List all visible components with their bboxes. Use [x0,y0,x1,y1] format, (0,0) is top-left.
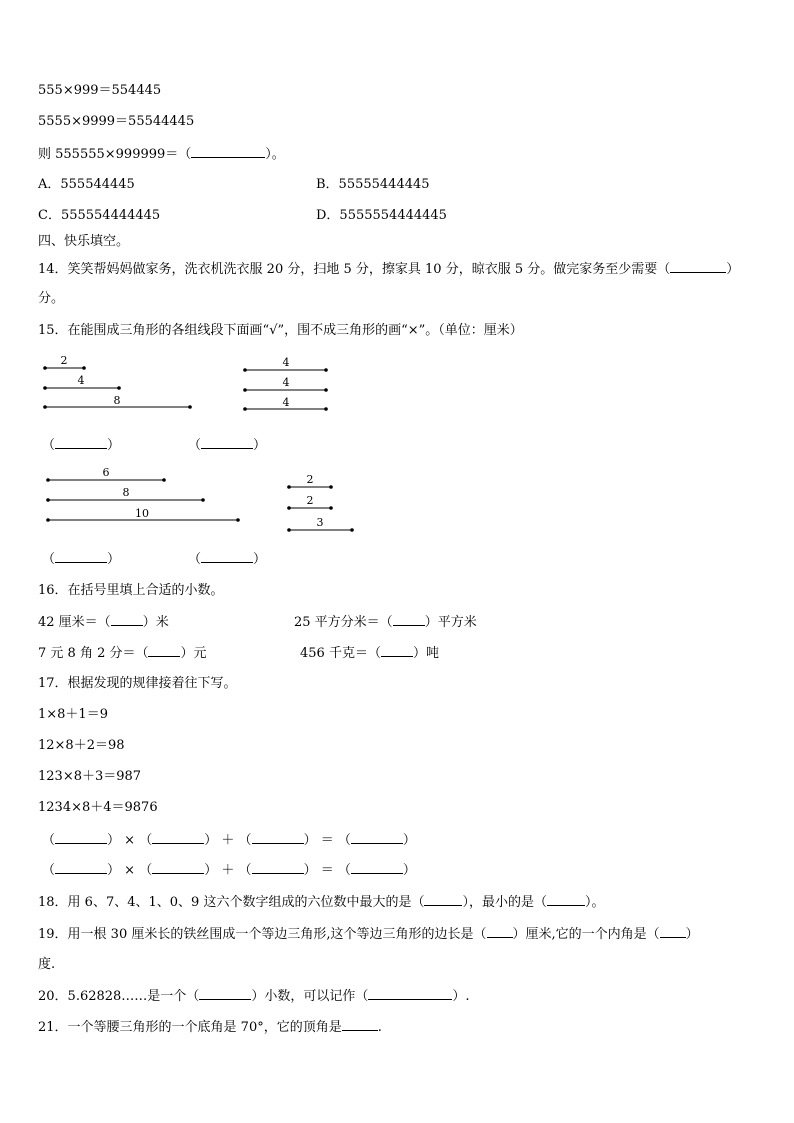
q13-option-d[interactable]: D．5555554444445 [316,208,447,223]
paren-close: ） [402,863,416,878]
segment-label: 2 [306,473,314,486]
paren-close: ） [303,863,317,878]
answer-blank[interactable] [152,832,204,844]
q17-pattern-4: 1234×8＋4＝9876 [38,800,158,815]
answer-blank[interactable] [660,926,686,938]
q17-number: 17． [38,676,68,691]
q16-item-3 [38,645,207,662]
q18-part-3: ）。 [584,895,605,910]
q16-item-1 [38,614,169,631]
segment-endpoint [82,366,86,370]
segment-endpoint [43,366,47,370]
segment-endpoint [329,506,333,510]
equals-sign: ＝ [320,833,334,848]
q17-pattern-2: 12×8＋2＝98 [38,738,125,753]
answer-blank[interactable] [393,614,425,626]
answer-blank[interactable] [351,832,403,844]
paren-open: （ [42,438,56,453]
segment-endpoint [46,518,50,522]
paren-close: ） [107,863,121,878]
q17-pattern-1: 1×8＋1＝9 [38,707,108,722]
answer-blank[interactable] [424,894,462,906]
q19-part-1: 用一根 30 厘米长的铁丝围成一个等边三角形,这个等边三角形的边长是（ [67,927,487,942]
segment-endpoint [243,368,247,372]
q17-text [38,676,237,692]
segment-endpoint [201,498,205,502]
answer-blank[interactable] [152,862,204,874]
q17-blank-row-1 [42,832,416,849]
q19-part-2: ）厘米,它的一个内角是（ [512,927,660,942]
q19-text [38,926,699,943]
answer-blank[interactable] [368,988,452,1000]
q14-question: 笑笑帮妈妈做家务，洗衣机洗衣服 20 分，扫地 5 分，擦家具 10 分，晾衣服 5 分。做完家务至少需要（ [67,262,671,277]
q20-number: 20． [38,989,68,1004]
segment-endpoint [324,407,328,411]
q15-text [38,323,523,339]
segment-label: 4 [282,356,290,369]
q17-blank-row-2 [42,862,416,879]
segment-endpoint [287,506,291,510]
answer-blank[interactable] [351,862,403,874]
q18-part-1: 用 6、7、4、1、0、9 这六个数字组成的六位数中最大的是（ [67,895,425,910]
segment-label: 4 [77,374,85,387]
segment-endpoint [243,388,247,392]
paren-close: ） [107,833,121,848]
paren-open: （ [42,863,56,878]
answer-blank[interactable] [148,645,180,657]
plus-sign: ＋ [221,833,235,848]
q13-line1: 555×999＝554445 [38,83,162,98]
answer-blank[interactable] [201,437,253,449]
q13-line3 [38,146,285,163]
paren-open: （ [42,833,56,848]
q19-number: 19． [38,927,68,942]
segment-label: 8 [122,486,130,499]
segment-endpoint [243,407,247,411]
equals-sign: ＝ [320,863,334,878]
q13-line3-prefix: 则 555555×999999＝（ [38,147,192,162]
paren-close: ） [107,552,121,567]
q20-part-2: ）小数，可以记作（ [251,989,369,1004]
q15-answer-2[interactable] [188,437,266,454]
segment-endpoint [287,485,291,489]
answer-blank[interactable] [55,551,107,563]
section-title: 四、快乐填空。 [38,234,130,249]
paren-close: ） [204,833,218,848]
segment-endpoint [46,478,50,482]
answer-blank[interactable] [381,645,413,657]
paren-open: （ [238,863,252,878]
q15-question: 在能围成三角形的各组线段下面画“√”，围不成三角形的画“×”。（单位：厘米） [67,323,523,338]
q21-number: 21． [38,1020,68,1035]
q14-text [38,261,739,278]
q15-answer-3[interactable] [42,551,120,568]
q19-part-3: ） [685,927,699,942]
segment-endpoint [46,498,50,502]
q20-part-3: ）. [452,989,470,1004]
answer-blank[interactable] [55,832,107,844]
q16-text [38,583,224,599]
q13-option-b[interactable]: B．55555444445 [316,177,430,192]
paren-open: （ [188,552,202,567]
q20-text [38,988,469,1005]
q13-option-a[interactable]: A．555544445 [38,177,135,192]
q15-answer-4[interactable] [188,551,266,568]
q14-number: 14． [38,262,68,277]
paren-open: （ [42,552,56,567]
segment-label: 4 [282,396,290,409]
q14-continuation: 分。 [38,291,65,306]
segment-endpoint [43,405,47,409]
q16-item-4 [300,645,439,662]
paren-open: （ [337,833,351,848]
q19-continuation: 度. [38,957,56,972]
answer-blank[interactable] [487,926,513,938]
segment-endpoint [43,386,47,390]
answer-blank[interactable] [199,988,251,1000]
paren-close: ） [253,438,267,453]
segment-endpoint [188,405,192,409]
paren-open: （ [139,833,153,848]
segment-endpoint [117,386,121,390]
q18-text [38,894,604,911]
q18-number: 18． [38,895,68,910]
paren-close: ） [107,438,121,453]
q21-text [38,1019,382,1036]
q16-item-2 [294,614,477,631]
paren-close: ） [402,833,416,848]
segment-endpoint [350,528,354,532]
q15-group-1 [43,354,192,409]
item-suffix: ）吨 [412,646,439,661]
segment-endpoint [236,518,240,522]
answer-blank[interactable] [252,832,304,844]
item-prefix: 7 元 8 角 2 分＝（ [38,646,149,661]
segment-endpoint [287,528,291,532]
segment-label: 2 [60,354,68,367]
answer-blank[interactable] [55,437,107,449]
q14-answer-blank[interactable] [670,261,726,273]
q13-answer-blank[interactable] [191,146,265,158]
q20-part-1: 5.62828……是一个（ [67,989,200,1004]
paren-open: （ [337,863,351,878]
segment-label: 4 [282,376,290,389]
q15-group-3 [46,466,240,522]
q14-close: ） [726,262,740,277]
q16-question: 在括号里填上合适的小数。 [67,583,224,598]
answer-blank[interactable] [111,614,143,626]
answer-blank[interactable] [252,862,304,874]
answer-blank[interactable] [547,894,585,906]
paren-open: （ [238,833,252,848]
q15-number: 15． [38,323,68,338]
q13-line2: 5555×9999＝55544445 [38,114,195,129]
q21-part-1: 一个等腰三角形的一个底角是 70°，它的顶角是 [67,1020,342,1035]
q15-group-4 [287,473,354,532]
segment-label: 6 [102,466,110,479]
item-prefix: 25 平方分米＝（ [294,615,393,630]
item-suffix: ）米 [142,615,169,630]
times-sign: × [124,863,136,878]
q17-question: 根据发现的规律接着往下写。 [67,676,237,691]
paren-open: （ [188,438,202,453]
segment-label: 2 [306,494,314,507]
times-sign: × [124,833,136,848]
q13-line3-suffix: ）。 [265,147,285,162]
answer-blank[interactable] [342,1019,378,1031]
q13-option-c[interactable]: C．555554444445 [38,208,161,223]
segment-label: 3 [316,516,324,529]
item-suffix: ）元 [180,646,207,661]
segment-endpoint [329,485,333,489]
item-suffix: ）平方米 [424,615,477,630]
q17-pattern-3: 123×8＋3＝987 [38,769,142,784]
segment-endpoint [324,368,328,372]
item-prefix: 456 千克＝（ [300,646,381,661]
answer-blank[interactable] [201,551,253,563]
q16-number: 16． [38,583,68,598]
paren-close: ） [253,552,267,567]
q15-answer-1[interactable] [42,437,120,454]
segment-label: 10 [135,507,149,520]
paren-open: （ [139,863,153,878]
item-prefix: 42 厘米＝（ [38,615,111,630]
paren-close: ） [204,863,218,878]
answer-blank[interactable] [55,862,107,874]
plus-sign: ＋ [221,863,235,878]
q18-part-2: ），最小的是（ [462,895,547,910]
segment-endpoint [324,388,328,392]
paren-close: ） [303,833,317,848]
q15-group-2 [243,356,328,411]
segment-endpoint [162,478,166,482]
segment-label: 8 [113,394,121,407]
q21-part-2: . [377,1020,382,1035]
